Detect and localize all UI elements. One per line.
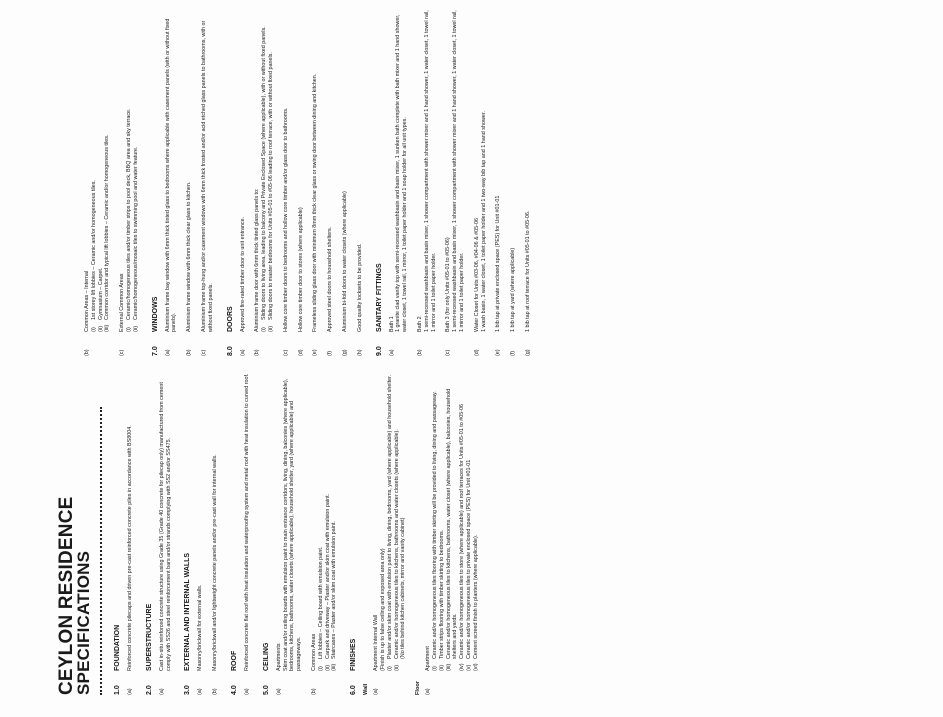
spec-item xyxy=(212,370,219,695)
item-letter: (e) xyxy=(312,349,319,356)
section-title: ROOF xyxy=(230,650,238,671)
sub-item xyxy=(325,370,332,671)
sub-numeral xyxy=(400,659,407,671)
section-title: CEILING xyxy=(262,642,270,671)
item-body xyxy=(283,10,290,332)
section-number: 1.0 xyxy=(114,685,121,695)
item-body xyxy=(357,10,364,332)
sub-numeral: (iii) xyxy=(104,324,111,332)
item-letter: (c) xyxy=(119,349,126,356)
sub-numeral: (ii) xyxy=(132,326,139,332)
item-body xyxy=(342,10,349,332)
sub-numeral: (i) xyxy=(386,666,393,671)
sub-text: Carpark and driveway – Plaster and/or skim coat with emulsion paint. xyxy=(324,493,331,659)
item-text: 1 bib tap at roof terrace for Units #05-01 to #05-06. xyxy=(524,210,531,332)
spec-item xyxy=(389,10,409,356)
item-text: Aluminium frame bay window with 6mm thick tinted glass to bedrooms where applicable with casement panels (with or without fixed panels). xyxy=(164,18,178,332)
item-letter: (a) xyxy=(197,688,204,695)
section-title: SANITARY FITTINGS xyxy=(375,263,383,332)
sub-item xyxy=(98,10,105,332)
sub-numeral: (i) xyxy=(90,327,97,332)
item-body xyxy=(84,10,111,332)
section-heading xyxy=(114,370,121,695)
sub-text: Plaster and/or skim coat with emulsion paint to living, dining, bedrooms, yard (where applicable) and household shelter. xyxy=(386,374,393,659)
item-text: Apartments xyxy=(275,643,282,671)
item-letter: (b) xyxy=(212,688,219,695)
sub-item xyxy=(133,10,140,332)
item-body xyxy=(510,10,517,332)
sub-numeral: (ii) xyxy=(324,665,331,671)
item-letter: (a) xyxy=(425,688,432,695)
spec-item xyxy=(474,10,488,356)
sub-item xyxy=(446,370,460,671)
spec-item xyxy=(417,10,437,356)
item-letter: (b) xyxy=(254,349,261,356)
sub-text: Ceramic and/or homogeneous tiles to kitchens, bathrooms, water closet (where applicable), balconies, household shelters and yards. xyxy=(445,388,459,659)
item-text: Cast in-situ reinforced concrete structure using Grade 35 (Grade 40 concrete for pilecap only) manufactured from cement comply with SS26 and steel reinforcement bars and/or strands complying with SS2 and/or SS475. xyxy=(158,382,172,671)
item-text: Aluminium frame door with 6mm thick tinted glass panels to: xyxy=(254,188,261,332)
item-text: Aluminium frame top-hung and/or casement windows with 6mm thick frosted and/or acid etched glass panels to bathrooms, with or without fixed panels. xyxy=(200,20,214,332)
item-subtext: (Finish is up to false ceiling and exposed area only) xyxy=(379,548,386,671)
spec-item xyxy=(254,10,274,356)
sub-item xyxy=(466,370,473,671)
item-text: Apartment xyxy=(425,646,432,671)
sub-numeral: (ii) xyxy=(267,326,274,332)
item-text: Good quality locksets to be provided. xyxy=(356,243,363,332)
spec-item xyxy=(127,370,134,695)
sub-item xyxy=(400,370,407,671)
item-body xyxy=(201,10,215,332)
item-letter: (e) xyxy=(495,349,502,356)
sub-numeral: (vi) xyxy=(472,663,479,671)
spec-item xyxy=(240,10,247,356)
item-text: Reinforced concrete flat roof with heat insulation and waterproofing system and metal roof with heat insulation to curved roof. xyxy=(243,373,250,671)
sub-text: Ceramic/homogeneous/mosaic tiles to swimming pool and water feature. xyxy=(132,146,139,320)
item-letter: (d) xyxy=(297,349,304,356)
sub-text: Ceramic and/or homogeneous tiles flooring with timber skirting will be provided to living, dining and passageway. xyxy=(431,391,438,659)
item-body xyxy=(425,370,479,671)
item-letter: (a) xyxy=(388,349,395,356)
item-body xyxy=(119,10,139,332)
section-heading xyxy=(184,370,191,695)
sub-numeral: (v) xyxy=(465,664,472,671)
item-letter: (c) xyxy=(282,349,289,356)
item-body xyxy=(312,10,319,332)
right-sections xyxy=(152,10,532,356)
item-letter: (c) xyxy=(200,349,207,356)
item-text: Water Closet for Units #03-06, #04-06 & #05-06 xyxy=(473,218,480,332)
item-letter: (g) xyxy=(341,349,348,356)
item-subtext: 1 semi-recessed washbasin and basin mixer, 1 shower compartment with shower mixer and 1 hand shower, 1 water closet, 1 towel rail, 1 mirror and 1 toilet paper holder. xyxy=(423,10,437,332)
sub-text: Timber strips flooring with timber skirting to bedrooms. xyxy=(438,529,445,659)
spec-item xyxy=(283,10,290,356)
sub-text: Ceramic and/or homogeneous tiles to kitchens, bathrooms and water closets (where applicable). xyxy=(393,429,400,659)
section-number: 4.0 xyxy=(230,685,238,695)
sub-numeral: (i) xyxy=(125,327,132,332)
section-heading xyxy=(263,370,270,695)
item-subtext: 1 semi-recessed washbasin and basin mixer, 1 shower compartment with shower mixer and 1 hand shower, 1 water closet, 1 towel rail, 1 mirror and 1 toilet paper holder. xyxy=(452,10,465,332)
section-number: 8.0 xyxy=(226,346,234,356)
spec-item xyxy=(197,370,204,695)
spec-item xyxy=(525,10,532,356)
sub-item xyxy=(91,10,98,332)
spec-item xyxy=(342,10,349,356)
item-body xyxy=(159,370,173,671)
item-letter: (b) xyxy=(186,349,193,356)
item-body xyxy=(445,10,465,332)
sub-item xyxy=(126,10,133,332)
section-number: 3.0 xyxy=(184,685,192,695)
item-text: Masonry/brickwall and/or lightweight concrete panels and/or pre-cast wall for internal walls. xyxy=(212,454,219,671)
sub-item xyxy=(473,370,480,671)
spec-item xyxy=(165,10,179,356)
item-letter: (b) xyxy=(84,349,90,356)
wall-label: Wall xyxy=(363,683,370,695)
floor-label: Floor xyxy=(415,681,422,695)
item-letter: (d) xyxy=(473,349,480,356)
item-body xyxy=(165,10,179,332)
item-text: 1 bib tap at private enclosed space (PES) for Unit #01-01 xyxy=(495,195,502,332)
section-title: FOUNDATION xyxy=(114,624,121,671)
item-subtext: 1 granite clad vanity top with semi-recessed washbasin and basin mixer, 1 sunken bath complete with bath mixer and 1 hand shower, water closet, 1 towel rail, 1 mirror, 1 toilet paper holder and 1 soap holder for all unit types. xyxy=(395,14,409,332)
section-number: 6.0 xyxy=(350,685,358,695)
document-subtitle: SPECIFICATIONS xyxy=(74,550,93,695)
section-title: SUPERSTRUCTURE xyxy=(145,603,153,671)
spec-item xyxy=(327,10,334,356)
sub-text: Cement screed finish to planters (where applicable). xyxy=(472,534,479,659)
section-title: EXTERNAL AND INTERNAL WALLS xyxy=(184,552,192,671)
item-text: Hollow core timber doors to bedrooms and hollow core timber and/or glass door to bathrooms. xyxy=(282,107,289,332)
section-number: 2.0 xyxy=(145,685,153,695)
section-number: 7.0 xyxy=(151,346,159,356)
section-heading xyxy=(152,10,159,356)
section-title: DOORS xyxy=(226,306,234,332)
item-text: Approved steel doors to household shelters. xyxy=(327,226,334,332)
item-body xyxy=(186,10,193,332)
spec-item xyxy=(159,370,173,695)
item-letter: (a) xyxy=(164,349,171,356)
item-letter: (b) xyxy=(416,349,423,356)
sub-item xyxy=(331,370,338,671)
floor-continued xyxy=(84,10,140,356)
spec-item xyxy=(495,10,502,356)
sub-numeral: (i) xyxy=(261,327,268,332)
left-column xyxy=(0,362,943,717)
item-body xyxy=(276,370,303,671)
item-text: 1 bib tap at yard (where applicable) xyxy=(510,247,517,332)
spec-item xyxy=(357,10,364,356)
item-body xyxy=(389,10,409,332)
section-heading xyxy=(146,370,153,695)
item-body xyxy=(474,10,488,332)
item-body xyxy=(212,370,219,671)
section-number: 5.0 xyxy=(262,685,270,695)
item-body xyxy=(127,370,134,671)
sub-numeral: (i) xyxy=(431,666,438,671)
sub-numeral: (iv) xyxy=(459,663,466,671)
item-letter: (a) xyxy=(373,688,380,695)
spec-item xyxy=(510,10,517,356)
sub-item xyxy=(268,10,275,332)
item-text: Bath 1 xyxy=(388,316,395,332)
sub-text: Common corridor and typical lift lobbies – Ceramic and/or homogeneous tiles. xyxy=(104,134,111,320)
item-body xyxy=(311,370,338,671)
item-text: Reinforced concrete pilecaps and driven pre-cast reinforced concrete piles in accordance with BS8004. xyxy=(127,425,133,671)
section-number: 9.0 xyxy=(375,346,383,356)
spec-item xyxy=(84,10,111,356)
item-letter: (a) xyxy=(158,688,165,695)
item-text: Apartment Internal Wall xyxy=(373,614,380,671)
item-text: Common Areas xyxy=(310,633,317,671)
spec-item xyxy=(201,10,215,356)
item-body xyxy=(240,10,247,332)
item-letter: (h) xyxy=(356,349,363,356)
spec-item xyxy=(373,370,407,695)
item-body xyxy=(298,10,305,332)
spec-item xyxy=(119,10,139,356)
sub-numeral: (iii) xyxy=(331,663,338,671)
sub-text: 1st storey lift lobbies – Ceramic and/or homogeneous tiles. xyxy=(90,180,97,320)
item-body xyxy=(197,370,204,671)
sub-item xyxy=(432,370,439,671)
item-text: Common Areas – Internal xyxy=(84,270,90,332)
section-title: FINISHES xyxy=(350,638,358,671)
sub-item xyxy=(394,370,401,671)
item-subtext: 1 wash basin, 1 water closet, 1 toilet paper holder and 1 two-way bib tap and 1 hand shower. xyxy=(480,111,487,332)
item-body xyxy=(525,10,532,332)
sub-text: Sliding doors to master bedrooms for Units #05-01 to #05-06 leading to roof terrace, with or without fixed panels. xyxy=(267,52,274,320)
item-letter: (a) xyxy=(243,688,250,695)
section-heading xyxy=(227,10,234,356)
item-body xyxy=(373,370,407,671)
document-title: CEYLON RESIDENCE xyxy=(56,496,77,695)
item-body xyxy=(327,10,334,332)
sub-text: Sliding doors to living area, leading to balcony and Private Enclosed Space (where applicable), with or without fixed panels. xyxy=(261,26,268,320)
sub-text: Gymnasium – Carpet. xyxy=(97,267,104,320)
sub-item xyxy=(318,370,325,671)
sub-text: Ceramic and/or homogeneous tiles to private enclosed space (PES) for Unit #01-01 xyxy=(465,459,472,659)
item-text: Aluminium frame window with 6mm thick clear glass to kitchen. xyxy=(186,181,193,332)
sub-item xyxy=(261,10,268,332)
item-letter: (b) xyxy=(310,688,317,695)
item-body xyxy=(495,10,502,332)
sub-item xyxy=(439,370,446,671)
item-text: Bath 3 (for only Units #05-01 to #05-06) xyxy=(445,237,452,332)
sub-numeral: (ii) xyxy=(97,326,104,332)
item-text: Frameless sliding glass door with minimum 8mm thick clear glass or swing door between dining and kitchen. xyxy=(312,73,319,332)
spec-item xyxy=(276,370,303,695)
item-subtext: Skim coat and/or ceiling boards with emulsion paint to main entrance corridors, living, dining, balconies (where applicable), bedrooms, kitchens, bathrooms, water closets (where applicable), household shelter, yard (where applicable) and passageways. xyxy=(282,378,303,671)
sub-text: Staircases – Plaster and/or skim coat with emulsion paint. xyxy=(331,521,338,659)
spec-item xyxy=(311,370,338,695)
spec-item xyxy=(312,10,319,356)
item-letter: (g) xyxy=(524,349,531,356)
item-text: External Common Areas xyxy=(119,273,126,332)
spec-item xyxy=(186,10,193,356)
section-title: WINDOWS xyxy=(151,296,159,332)
section-heading xyxy=(350,370,357,695)
left-sections xyxy=(114,370,480,695)
item-letter: (f) xyxy=(510,350,517,356)
sub-item xyxy=(104,10,111,332)
item-text: Masonry/brickwall for external walls. xyxy=(197,584,204,671)
spec-item xyxy=(244,370,251,695)
item-letter: (a) xyxy=(275,688,282,695)
dotted-divider xyxy=(100,407,102,695)
section-heading xyxy=(231,370,238,695)
sub-numeral: (i) xyxy=(317,666,324,671)
sub-text: Lift lobbies – Ceiling board with emulsion paint. xyxy=(317,546,324,659)
sub-numeral: (ii) xyxy=(393,665,400,671)
item-text: Bath 2 xyxy=(416,316,423,332)
spec-item xyxy=(425,370,479,695)
sub-item xyxy=(459,370,466,671)
item-letter: (f) xyxy=(327,350,334,356)
item-text: Approved fire-rated timber door to unit entrance. xyxy=(239,216,246,332)
item-letter: (a) xyxy=(239,349,246,356)
item-body xyxy=(244,370,251,671)
spec-item xyxy=(298,10,305,356)
item-body xyxy=(417,10,437,332)
sub-numeral: (iii) xyxy=(445,663,452,671)
item-letter: (c) xyxy=(445,349,452,356)
section-heading xyxy=(376,10,383,356)
item-letter: (a) xyxy=(127,688,133,695)
item-text: Aluminium bi-fold doors to water closets (where applicable) xyxy=(341,191,348,332)
sub-numeral: (ii) xyxy=(438,665,445,671)
item-body xyxy=(254,10,274,332)
sub-item xyxy=(387,370,394,671)
sub-text: Ceramic and/or homogeneous tiles to store (where applicable) and roof terraces for Units #05-01 to #05-06 xyxy=(459,404,466,659)
sub-text: (No tiles behind kitchen cabinets, mirror and vanity cabinet) xyxy=(400,517,407,659)
sub-text: Ceramic/homogeneous tiles and/or timber strips to pool deck, BBQ area and sky terrace. xyxy=(125,108,132,320)
item-text: Hollow core timber door to stores (where applicable) xyxy=(297,207,304,332)
spec-item xyxy=(445,10,465,356)
